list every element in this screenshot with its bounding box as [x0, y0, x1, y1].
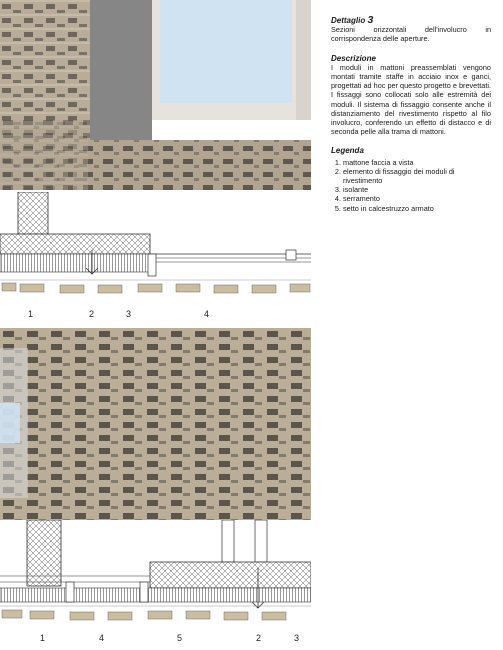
legend-item: 1. mattone faccia a vista — [343, 158, 491, 167]
detail-label: Dettaglio — [331, 16, 366, 25]
detail-subtitle: Sezioni orizzontali dell'involucro in corrispondenza delle aperture. — [331, 25, 491, 44]
section-bottom-label-4: 4 — [99, 633, 105, 643]
horizontal-section-top — [0, 192, 311, 302]
text-column — [331, 16, 491, 213]
section-bottom-label-3: 3 — [294, 633, 300, 643]
horizontal-section-bottom — [0, 520, 311, 625]
section-top-label-4: 4 — [204, 309, 210, 319]
description-text: I moduli in mattoni preassemblati vengono montati tramite staffe in acciaio inox e ganci, progettati ad hoc per questo progetto e brevettati. I fissaggi sono collocati solo alle estremità dei moduli. Il sistema di fissaggio consente anche il distanziamento del rivestimento rispetto al filo involucro, conferendo un effetto di distacco e di seconda pelle alla trama di mattoni. — [331, 62, 491, 137]
section-bottom-label-2: 2 — [256, 633, 262, 643]
detail-number: 3 — [367, 14, 374, 26]
section-top-label-2: 2 — [89, 309, 95, 319]
description-heading: Descrizione — [331, 53, 376, 63]
section-bottom-label-1: 1 — [40, 633, 46, 643]
section-top-label-1: 1 — [28, 309, 34, 319]
section-bottom-label-5: 5 — [177, 633, 183, 643]
legend-heading: Legenda — [331, 146, 364, 156]
legend-list — [331, 158, 491, 213]
detail-heading — [331, 16, 491, 25]
facade-photo-bottom — [0, 328, 311, 520]
legend-item: 3. isolante — [343, 185, 491, 194]
legend-item: 5. setto in calcestruzzo armato — [343, 204, 491, 213]
section-top-label-3: 3 — [126, 309, 132, 319]
legend-item: 4. serramento — [343, 194, 491, 203]
facade-photo-top — [0, 0, 311, 190]
legend-item: 2. elemento di fissaggio dei moduli di rivestimento — [343, 167, 491, 185]
